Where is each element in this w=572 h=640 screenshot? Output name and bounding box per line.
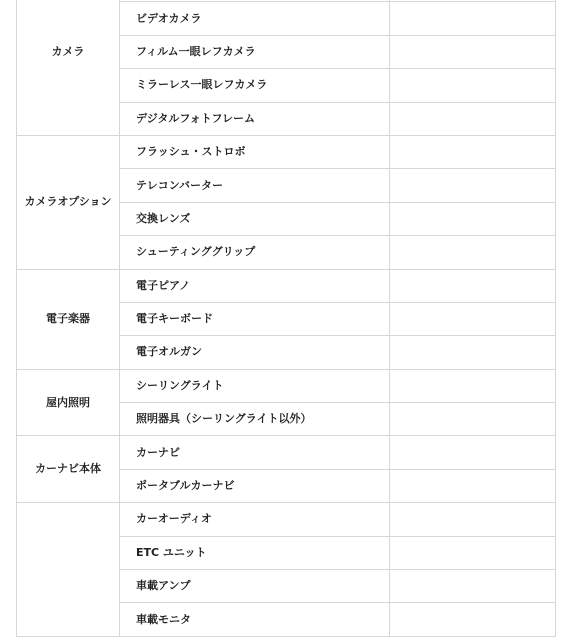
category-cell-indoor-lighting: 屋内照明 [17, 369, 120, 436]
subcategory-cell-mirrorless: ミラーレス一眼レフカメラ [120, 69, 390, 102]
category-cell-camera: カメラ [17, 0, 120, 135]
value-cell [390, 336, 556, 369]
value-cell [390, 603, 556, 636]
product-category-table-container [16, 0, 555, 637]
category-cell-car-audio [17, 503, 120, 637]
subcategory-cell-video-camera: ビデオカメラ [120, 2, 390, 35]
value-cell [390, 236, 556, 269]
subcategory-cell-teleconverter: テレコンバーター [120, 169, 390, 202]
subcategory-cell-piano: 電子ピアノ [120, 269, 390, 302]
subcategory-cell-portable-navi: ポータブルカーナビ [120, 469, 390, 502]
value-cell [390, 503, 556, 536]
subcategory-cell-film-slr: フィルム一眼レフカメラ [120, 35, 390, 68]
subcategory-cell-other-lighting: 照明器具（シーリングライト以外） [120, 403, 390, 436]
table-row [17, 369, 556, 402]
table-row [17, 503, 556, 536]
subcategory-cell-car-amp: 車載アンプ [120, 570, 390, 603]
category-cell-electronic-instruments: 電子楽器 [17, 269, 120, 369]
value-cell [390, 403, 556, 436]
value-cell [390, 302, 556, 335]
subcategory-cell-car-monitor: 車載モニタ [120, 603, 390, 636]
value-cell [390, 536, 556, 569]
subcategory-cell-grip: シューティンググリップ [120, 236, 390, 269]
subcategory-cell-ceiling-light: シーリングライト [120, 369, 390, 402]
subcategory-cell-car-audio: カーオーディオ [120, 503, 390, 536]
value-cell [390, 169, 556, 202]
table-body [17, 0, 556, 636]
subcategory-cell-lens: 交換レンズ [120, 202, 390, 235]
value-cell [390, 69, 556, 102]
subcategory-cell-keyboard: 電子キーボード [120, 302, 390, 335]
subcategory-cell-flash: フラッシュ・ストロボ [120, 135, 390, 168]
value-cell [390, 570, 556, 603]
value-cell [390, 469, 556, 502]
value-cell [390, 202, 556, 235]
value-cell [390, 2, 556, 35]
value-cell [390, 35, 556, 68]
category-cell-camera-options: カメラオプション [17, 135, 120, 269]
value-cell [390, 269, 556, 302]
table-row [17, 135, 556, 168]
category-cell-car-navigation: カーナビ本体 [17, 436, 120, 503]
table-row [17, 269, 556, 302]
value-cell [390, 102, 556, 135]
subcategory-cell-photo-frame: デジタルフォトフレーム [120, 102, 390, 135]
value-cell [390, 135, 556, 168]
product-category-table [16, 0, 556, 637]
value-cell [390, 369, 556, 402]
subcategory-cell-etc-unit: ETC ユニット [120, 536, 390, 569]
subcategory-cell-car-navi: カーナビ [120, 436, 390, 469]
value-cell [390, 436, 556, 469]
table-row [17, 436, 556, 469]
subcategory-cell-organ: 電子オルガン [120, 336, 390, 369]
